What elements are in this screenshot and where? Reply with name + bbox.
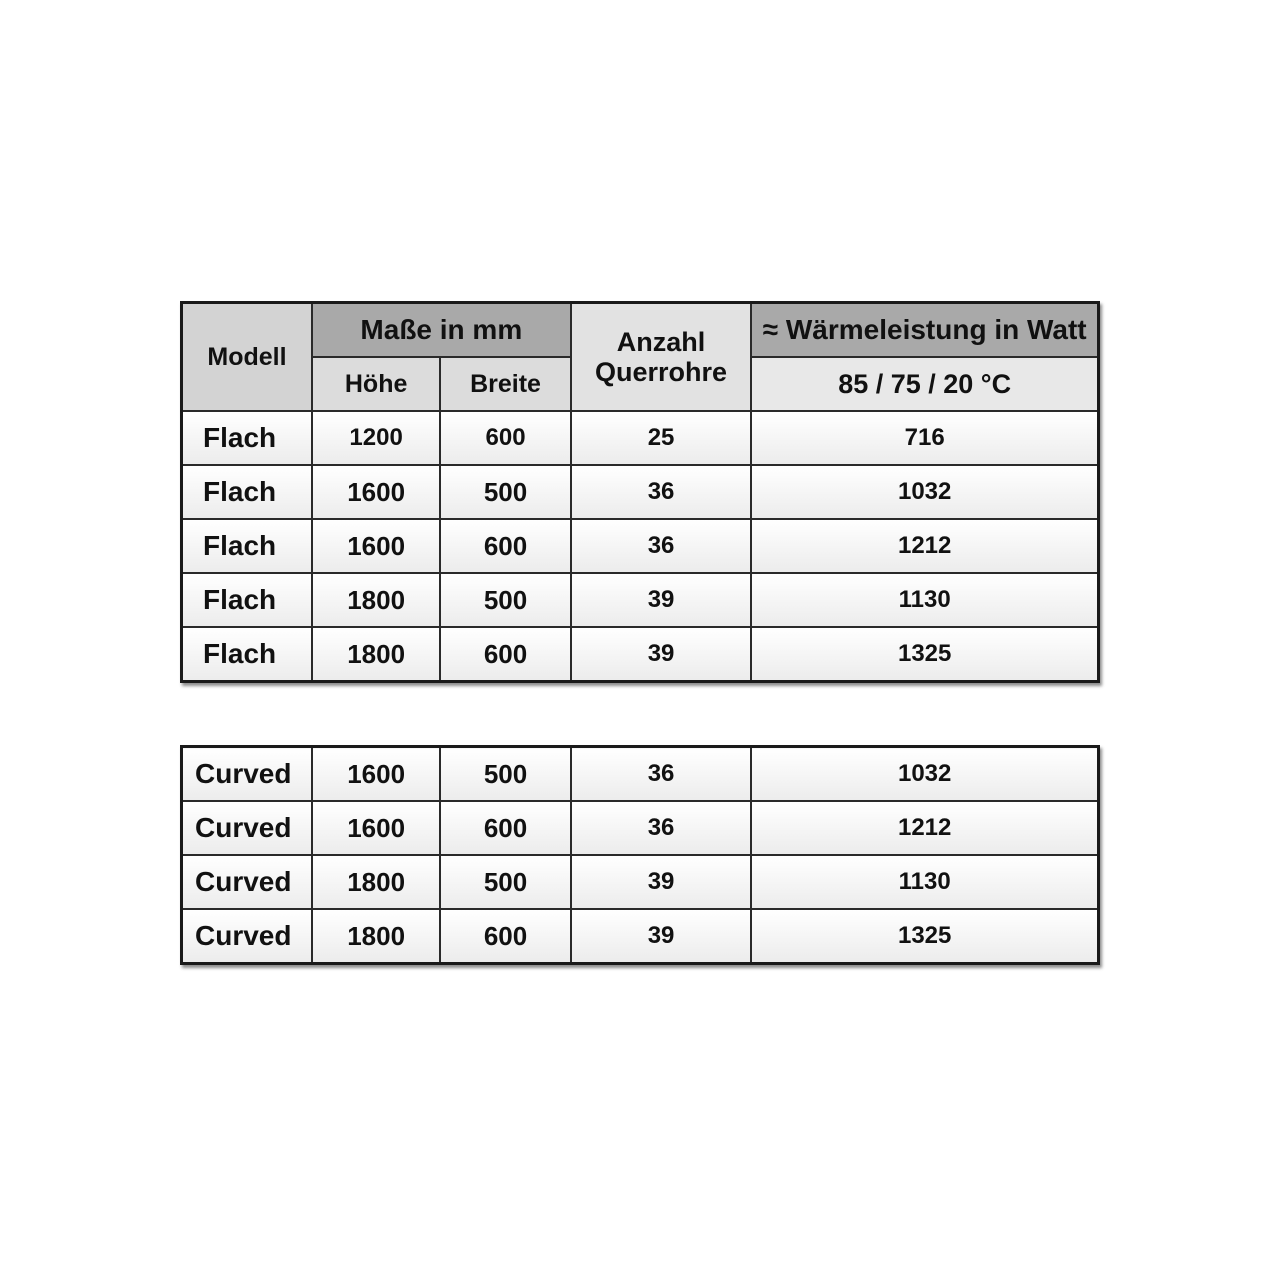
table-row: [182, 627, 1099, 682]
table-row: [182, 465, 1099, 519]
header-modell: Modell: [182, 303, 312, 412]
header-anzahl-line1: Anzahl: [616, 327, 706, 357]
cell-querrohre: 36: [571, 465, 752, 519]
cell-hoehe: 1600: [312, 747, 440, 802]
cell-querrohre: 39: [571, 573, 752, 627]
header-anzahl-querrohre: [571, 303, 752, 412]
header-breite: Breite: [440, 357, 570, 411]
cell-watt: 1325: [751, 909, 1098, 964]
cell-modell: Flach: [182, 519, 312, 573]
cell-querrohre: 36: [571, 801, 752, 855]
cell-breite: 600: [440, 909, 570, 964]
cell-breite: 600: [440, 411, 570, 465]
cell-querrohre: 36: [571, 519, 752, 573]
cell-watt: 1130: [751, 855, 1098, 909]
curved-table: [180, 745, 1100, 965]
cell-querrohre: 36: [571, 747, 752, 802]
table-row: [182, 573, 1099, 627]
cell-modell: Curved: [182, 855, 312, 909]
cell-modell: Flach: [182, 627, 312, 682]
table-row: [182, 909, 1099, 964]
cell-hoehe: 1200: [312, 411, 440, 465]
cell-breite: 500: [440, 573, 570, 627]
cell-breite: 600: [440, 801, 570, 855]
cell-watt: 1130: [751, 573, 1098, 627]
cell-watt: 1212: [751, 801, 1098, 855]
cell-modell: Curved: [182, 747, 312, 802]
table-row: [182, 747, 1099, 802]
table-row: [182, 801, 1099, 855]
cell-watt: 716: [751, 411, 1098, 465]
cell-watt: 1032: [751, 747, 1098, 802]
cell-hoehe: 1600: [312, 465, 440, 519]
cell-modell: Flach: [182, 465, 312, 519]
table-row: [182, 411, 1099, 465]
table-row: [182, 519, 1099, 573]
header-waermeleistung: ≈ Wärmeleistung in Watt: [751, 303, 1098, 358]
cell-breite: 500: [440, 465, 570, 519]
header-temperatur: 85 / 75 / 20 °C: [751, 357, 1098, 411]
cell-breite: 500: [440, 747, 570, 802]
cell-querrohre: 39: [571, 627, 752, 682]
cell-hoehe: 1600: [312, 519, 440, 573]
table-row: [182, 855, 1099, 909]
cell-watt: 1325: [751, 627, 1098, 682]
header-hoehe: Höhe: [312, 357, 440, 411]
cell-hoehe: 1800: [312, 573, 440, 627]
cell-modell: Flach: [182, 411, 312, 465]
cell-watt: 1032: [751, 465, 1098, 519]
cell-breite: 600: [440, 519, 570, 573]
header-anzahl-line2: Querrohre: [595, 357, 728, 387]
cell-modell: Curved: [182, 909, 312, 964]
cell-breite: 500: [440, 855, 570, 909]
cell-hoehe: 1800: [312, 627, 440, 682]
cell-breite: 600: [440, 627, 570, 682]
cell-modell: Curved: [182, 801, 312, 855]
cell-querrohre: 25: [571, 411, 752, 465]
cell-watt: 1212: [751, 519, 1098, 573]
flach-table: [180, 301, 1100, 683]
cell-hoehe: 1800: [312, 855, 440, 909]
header-masse: Maße in mm: [312, 303, 571, 358]
cell-querrohre: 39: [571, 855, 752, 909]
cell-modell: Flach: [182, 573, 312, 627]
cell-hoehe: 1800: [312, 909, 440, 964]
cell-querrohre: 39: [571, 909, 752, 964]
cell-hoehe: 1600: [312, 801, 440, 855]
